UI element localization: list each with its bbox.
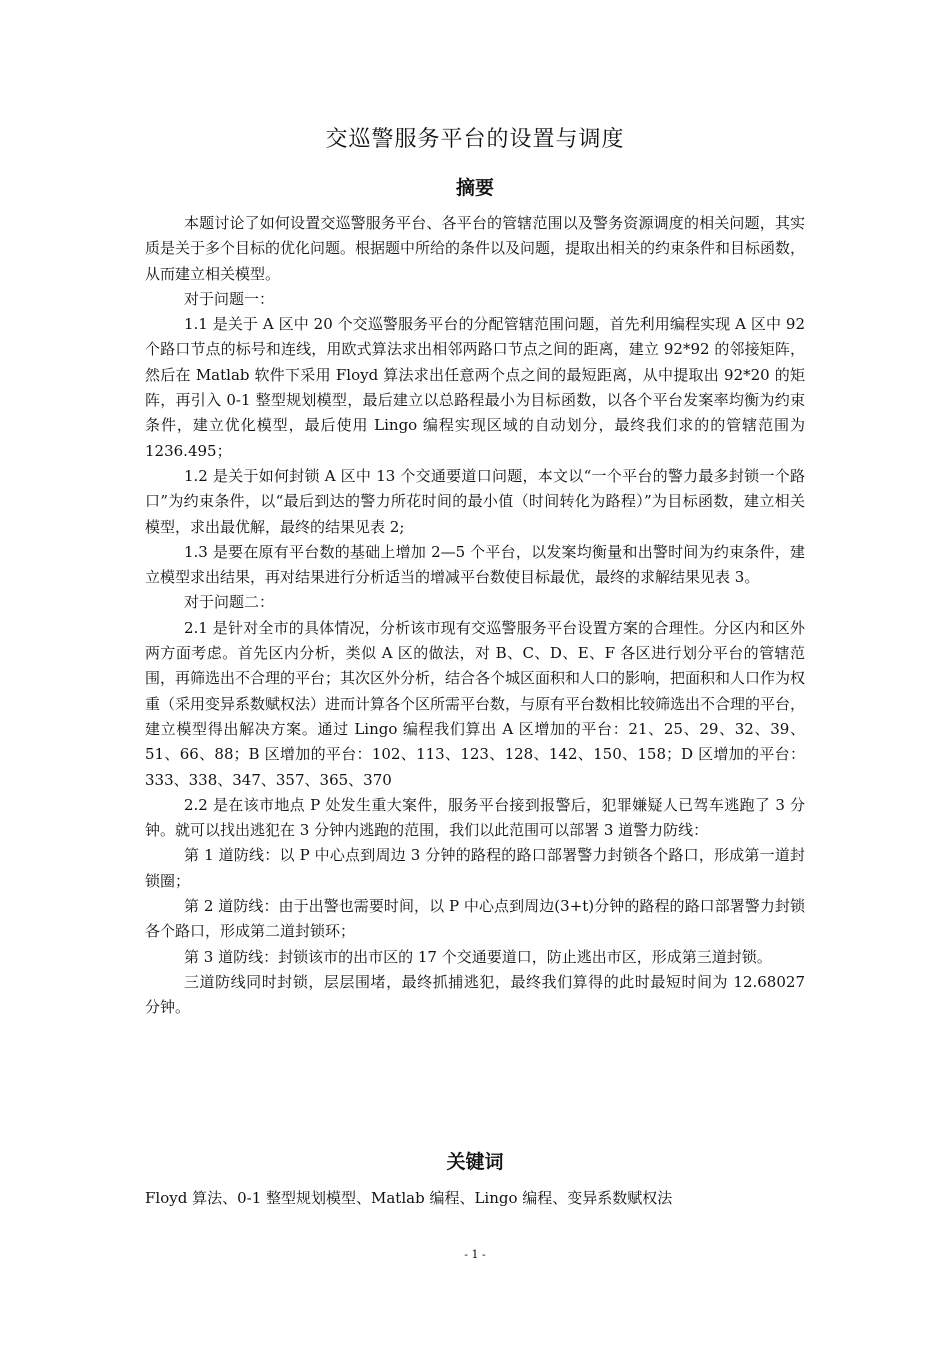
defense-line-1: 第 1 道防线：以 P 中心点到周边 3 分钟的路程的路口部署警力封锁各个路口，形成第一道封锁圈； [145,846,805,890]
abstract-paragraph-intro: 本题讨论了如何设置交巡警服务平台、各平台的管辖范围以及警务资源调度的相关问题，其实质是关于多个目标的优化问题。根据题中所给的条件以及问题，提取出相关的约束条件和目标函数，从而建立相关模型。 [145,214,806,283]
page-number: - 1 - [464,1248,486,1261]
question-two-label: 对于问题二： [184,593,275,612]
abstract-paragraph-2-2: 2.2 是在该市地点 P 处发生重大案件，服务平台接到报警后，犯罪嫌疑人已驾车逃跑了 3 分钟。就可以找出逃犯在 3 分钟内逃跑的范围，我们以此范围可以部署 3 道警力防线： [145,795,805,840]
abstract-paragraph-1-1: 1.1 是关于 A 区中 20 个交巡警服务平台的分配管辖范围问题，首先利用编程实现 A 区中 92 个路口节点的标号和连线，用欧式算法求出相邻两路口节点之间的距离，建立 92*92 的邻接矩阵，然后在 Matlab 软件下采用 Floyd 算法求出任意两个点之间的最短距离，从中提取出 92*20 的矩阵，再引入 0-1 整型规划模型，最后建立以总路程最小为目标函数，以各个平台发案率均衡为约束条件，建立优化模型，最后使用 Lingo 编程实现区域的自动划分，最终我们求的的管辖范围为 1236.495； [145,315,805,460]
paper-title: 交巡警服务平台的设置与调度 [325,127,625,152]
abstract-body [145,211,805,1021]
keywords-line: Floyd 算法、0-1 整型规划模型、Matlab 编程、Lingo 编程、变异系数赋权法 [145,1189,673,1207]
keywords-heading: 关键词 [446,1151,504,1173]
abstract-paragraph-1-2: 1.2 是关于如何封锁 A 区中 13 个交通要道口问题，本文以“一个平台的警力最多封锁一个路口”为约束条件，以“最后到达的警力所花时间的最小值（时间转化为路程）”为目标函数，建立相关模型，求出最优解，最终的结果见表 2; [145,466,805,536]
abstract-paragraph-conclusion: 三道防线同时封锁，层层围堵，最终抓捕逃犯，最终我们算得的此时最短时间为 12.68027 分钟。 [145,972,805,1017]
defense-line-3: 第 3 道防线：封锁该市的出市区的 17 个交通要道口，防止逃出市区，形成第三道封锁。 [184,947,772,966]
question-one-label: 对于问题一： [184,289,275,308]
abstract-paragraph-2-1: 2.1 是针对全市的具体情况，分析该市现有交巡警服务平台设置方案的合理性。分区内和区外两方面考虑。首先区内分析，类似 A 区的做法，对 B、C、D、E、F 各区进行划分平台的管辖范围，再筛选出不合理的平台；其次区外分析，结合各个城区面积和人口的影响，把面积和人口作为权重（采用变异系数赋权法）进而计算各个区所需平台数，与原有平台数相比较筛选出不合理的平台，建立模型得出解决方案。通过 Lingo 编程我们算出 A 区增加的平台：21、25、29、32、39、51、66、88；B 区增加的平台：102、113、123、128、142、150、158；D 区增加的平台：333、338、347、357、365、370 [145,618,806,789]
abstract-heading: 摘要 [455,177,494,199]
defense-line-2: 第 2 道防线：由于出警也需要时间，以 P 中心点到周边(3+t)分钟的路程的路口部署警力封锁各个路口，形成第二道封锁环； [145,897,805,941]
abstract-paragraph-1-3: 1.3 是要在原有平台数的基础上增加 2—5 个平台，以发案均衡量和出警时间为约束条件，建立模型求出结果，再对结果进行分析适当的增减平台数使目标最优，最终的求解结果见表 3。 [145,542,805,587]
